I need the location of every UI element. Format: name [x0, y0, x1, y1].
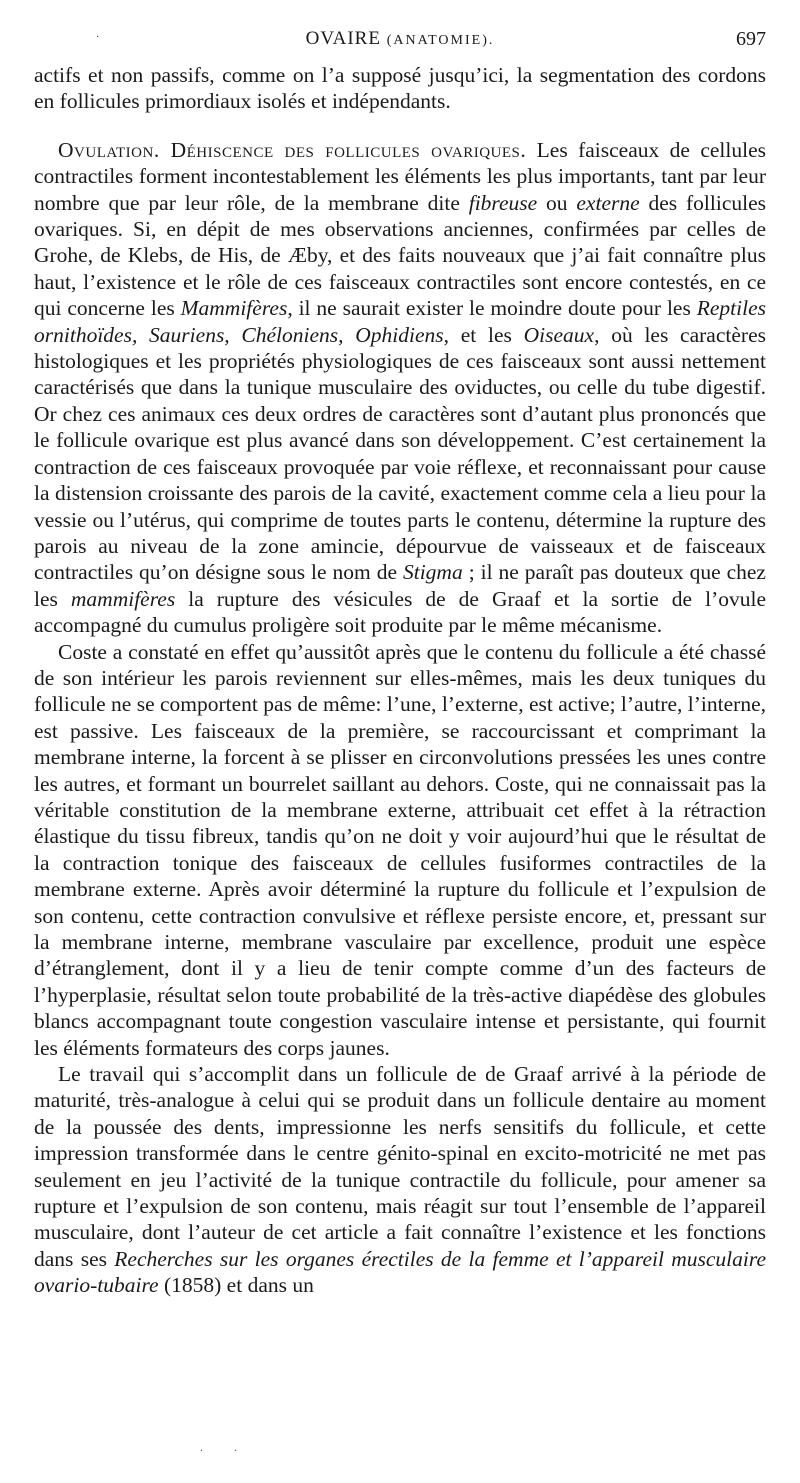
- paragraph-coste: Coste a constaté en effet qu’aussitôt après que le contenu du follicule a été chassé de son intérieur les parois reviennent sur elles-mêmes, mais les deux tuniques du follicule ne se comportent pas de même: l’une, l’externe, est active; l’autre, l’interne, est passive. Les faisceaux de la première, se raccourcissant et comprimant la membrane interne, la forcent à se plisser en circonvolutions pressées les unes contre les autres, et formant un bourrelet saillant au dehors. Coste, qui ne connaissait pas la véritable constitution de la membrane externe, attribuait cet effet à la rétraction élastique du tissu fibreux, tandis qu’on ne doit y voir aujourd’hui que le résultat de la contraction tonique des faisceaux de cellules fusiformes contractiles de la membrane externe. Après avoir déterminé la rupture du follicule et l’expulsion de son contenu, cette contraction convulsive et réflexe persiste encore, et, pressant sur la membrane interne, membrane vasculaire par excellence, produit une espèce d’étranglement, dont il y a lieu de tenir compte comme d’un des facteurs de l’hyperplasie, résultat selon toute probabilité de la très-active diapédèse des globules blancs accompagnant toute congestion vasculaire intense et persistante, qui fournit les éléments formateurs des corps jaunes.: [34, 639, 766, 1060]
- section-heading: Ovulation. Déhiscence des follicules ovariques.: [58, 137, 527, 162]
- paragraph-continuation: actifs et non passifs, comme on l’a supposé jusqu’ici, la segmentation des cordons en follicules primordiaux isolés et indépendants.: [34, 63, 766, 114]
- italic-term: mammifères: [70, 586, 176, 611]
- header-title-paren: (ANATOMIE).: [386, 33, 495, 48]
- page-body: [34, 62, 766, 1299]
- header-title: [34, 28, 766, 50]
- header-title-main: OVAIRE: [305, 28, 381, 49]
- text-run: ; il ne paraît pas douteux que chez les: [34, 560, 766, 611]
- text-run: la rupture des vésicules de de Graaf et la sortie de l’ovule accompagné du cumulus proligère soit produite par le même mécanisme.: [34, 586, 766, 638]
- section-gap: [34, 115, 766, 137]
- italic-term: Oiseaux: [523, 322, 595, 347]
- running-header: [34, 28, 766, 56]
- italic-term: fibreuse: [468, 190, 538, 215]
- text-run: des follicules ovariques. Si, en dépit de mes observations anciennes, confirmées par celles de Grohe, de Klebs, de His, de Æby, et des faits nouveaux que j’ai fait connaître plus haut, l’existence et le rôle de ces faisceaux contractiles sont encore contestés, en ce qui concerne les: [34, 190, 766, 321]
- italic-term: externe: [576, 190, 640, 215]
- text-run: ou: [537, 190, 577, 215]
- italic-title: Recherches sur les organes érectiles de la femme et l’appareil musculaire ovario-tubaire: [34, 1246, 766, 1298]
- header-mark: ·: [96, 32, 101, 43]
- text-run: , il ne saurait exister le moindre doute pour les: [287, 296, 697, 321]
- paragraph-ovulation: [34, 137, 766, 639]
- page-number: 697: [736, 28, 766, 50]
- paragraph-travail: [34, 1061, 766, 1299]
- italic-term: Stigma: [402, 560, 463, 585]
- footer-marks: . .: [200, 1440, 251, 1454]
- text-run: Les faisceaux de cellules contractiles forment incontestablement les éléments les plus importants, tant par leur nombre que par leur rôle, de la membrane dite: [34, 137, 766, 215]
- text-run: (1858) et dans un: [158, 1273, 314, 1298]
- italic-term: Reptiles ornithoïdes, Sauriens, Chéloniens, Ophidiens: [34, 296, 766, 347]
- text-run: Le travail qui s’accomplit dans un follicule de de Graaf arrivé à la période de maturité, très-analogue à celui qui se produit dans un follicule dentaire au moment de la poussée des dents, impressionne les nerfs sensitifs du follicule, et cette impression transformée dans le centre génito-spinal en excito-motricité ne met pas seulement en jeu l’activité de la tunique contractile du follicule, pour amener sa rupture et l’expulsion de son contenu, mais réagit sur tout l’ensemble de l’appareil musculaire, dont l’auteur de cet article a fait connaître l’existence et les fonctions dans ses: [34, 1062, 766, 1271]
- text-run: , et les: [443, 322, 524, 347]
- text-run: , où les caractères histologiques et les propriétés physiologiques de ces faisceaux sont aussi nettement caractérisés que dans la tunique musculaire des oviductes, ou celle du tube digestif. Or chez ces animaux ces deux ordres de caractères sont d’autant plus prononcés que le follicule ovarique est plus avancé dans son développement. C’est certainement la contraction de ces faisceaux provoquée par voie réflexe, et reconnaissant pour cause la distension croissante des parois de la cavité, exactement comme cela a lieu pour la vessie ou l’utérus, qui comprime de toutes parts le contenu, détermine la rupture des parois au niveau de la zone amincie, dépourvue de vaisseaux et de faisceaux contractiles qu’on désigne sous le nom de: [34, 322, 766, 585]
- italic-term: Mammifères: [180, 296, 288, 321]
